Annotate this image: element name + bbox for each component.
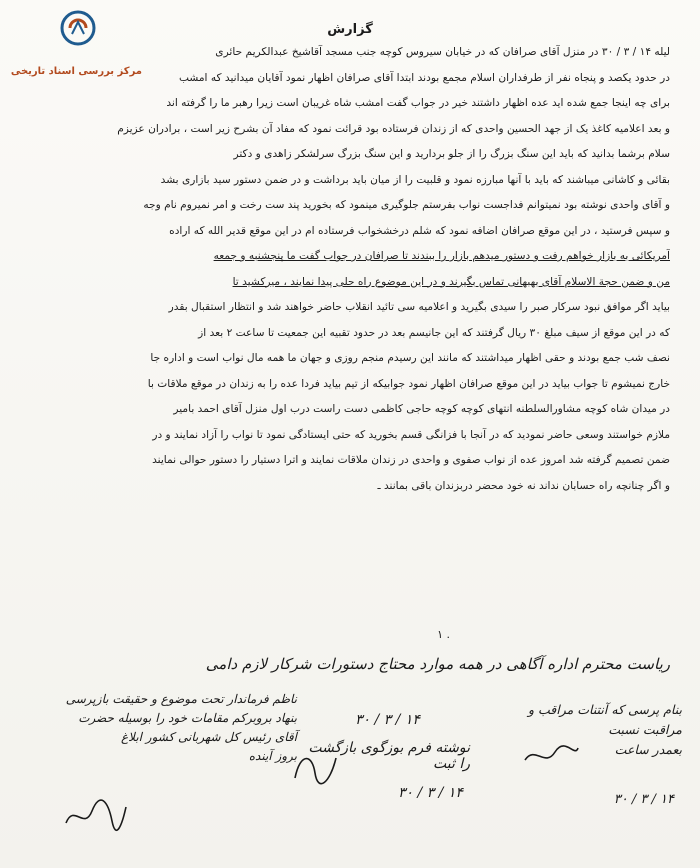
report-line: و آقای واحدی نوشته بود نمیتوانم فداجست نواب بفرستم جلوگیری مینمود که بخورید پند ست رخت و امر نمیروم نام وجه: [143, 199, 670, 211]
report-line: و اگر چنانچه راه حسابان نداند نه خود محضر دربزندان باقی بمانند ـ: [377, 479, 670, 492]
signature-left-icon: [60, 795, 130, 835]
left-note-line: ناظم فرماندار تحت موضوع و حقیقت بازپرسی: [65, 692, 297, 706]
report-line: خارج نمیشوم تا جواب بیاید در این موقع صرافان اظهار نمود جوابیکه از تیم بیاید فردا عده را به زندان در موقع ملاقات با: [147, 377, 670, 390]
report-line: بیاید اگر موافق نبود سرکار صبر را سیدی بگیرید و اعلامیه سی تائید انقلاب حاضر خواهند شد و انتظار استقبال بقدر: [168, 301, 670, 313]
left-note-line: آقای رئیس کل شهربانی کشور ابلاغ: [121, 730, 297, 744]
report-line: و سپس فرستید ، در این موقع صرافان اضافه نمود که شلم درخشخواب فرستاده ام در این موقع قدیر الله که اراده: [169, 224, 670, 237]
report-line: سلام برشما بدانید که باید این سنگ بزرگ را از جلو بردارید و این سنگ بزرگ سرلشکر زاهدی و دکتر: [233, 148, 670, 160]
handwritten-left-note: [42, 690, 297, 766]
page-title: گزارش: [327, 22, 373, 37]
report-line: ضمن تصمیم گرفته شد امروز عده از نواب صفوی و واحدی در زندان ملاقات نمایند و اترا دستیار را دستور حوالی نمایند: [152, 454, 670, 466]
right-note-line: بنام پرسی که آنتنات مراقب و مراقبت نسبت: [527, 702, 682, 737]
report-line: در حدود یکصد و پنجاه نفر از طرفداران اسلام مجمع بودند ابتدا آقای صرافان اظهار نمود آقایان میدانید که امشب: [178, 71, 670, 84]
report-line: که در این موقع از سیف مبلغ ۳۰ ریال گرفتند که این جانیسم بعد در حدود تقبیه این جمعیت تا ساعت ۲ بعد از: [198, 326, 670, 339]
archive-logo-text: مرکز بررسی اسناد تاریخی: [10, 66, 142, 77]
handwritten-middle-date: ۱۴ / ۳ / ۳۰: [398, 785, 463, 801]
report-line: ملازم خواستند وسعی حاضر نمودید که در آنجا با فزانگی قسم بخورید که حتی ایستادگی نمود تا نواب را آزاد نمایند و در: [152, 428, 670, 441]
handwritten-main-date: ۱۴ / ۳ / ۳۰: [355, 712, 420, 728]
report-body: [30, 40, 670, 499]
report-line: نصف شب جمع بودند و حقی اظهار میداشتند که مانند این رسیدم منجم روزی و جهان ما همه مال نواب است و اداره جا: [150, 352, 670, 364]
signature-middle-icon: [290, 748, 340, 788]
handwritten-middle-note: نوشته فرم بوزگوی بازگشت را ثبت: [308, 740, 470, 772]
handwritten-right-date: ۱۴ / ۳ / ۳۰: [613, 792, 674, 807]
footer-mark: ۱ .: [437, 628, 450, 641]
report-line: بقائی و کاشانی میباشند که باید با آنها مبارزه نمود و قلبیت را از میان باید برداشت و در ضمن دستور سید بازاری بشد: [160, 173, 670, 186]
report-line: برای چه اینجا جمع شده اید عده اظهار داشتند خیر در جواب گفت امشب شاه غریبان است زیرا رهبر ما را گرفته اند: [166, 97, 670, 109]
report-line: و بعد اعلامیه کاغذ یک از جهد الحسین واحدی که از زندان فرستاده بود قرائت نمود که مفاد آن بشرح زیر است ، برادران عزیزم: [117, 122, 670, 135]
report-line: در میدان شاه کوچه مشاورالسلطنه انتهای کوچه کوچه حاجی کاظمی دست راست درب اول منزل آقای احمد بامیر: [173, 403, 670, 415]
handwritten-main-note: ریاست محترم اداره آگاهی در همه موارد محتاج دستورات شرکار لازم دامی: [205, 655, 670, 673]
report-line-underlined: آمریکائی به بازار خواهم رفت و دستور میدهم بازار را ببندند تا صرافان در جواب گفت ما پنجشنبه و جمعه: [213, 250, 670, 262]
right-note-line: بعمدر ساعت: [614, 742, 682, 757]
left-note-line: بروز آینده: [248, 749, 297, 763]
report-line-underlined: من و ضمن حجة الاسلام آقای بهبهانی تماس بگیرند و در این موضوع راه حلی پیدا نمایند ، میرکشید تا: [232, 275, 670, 288]
report-line: لیله ۱۴ / ۳ / ۳۰ در منزل آقای صرافان که در خیابان سیروس کوچه جنب مسجد آقاشیخ عبدالکریم حائری: [215, 46, 670, 58]
left-note-line: بنهاد بروبرکم مقامات خود را بوسیله حضرت: [78, 711, 297, 725]
signature-right-icon: [520, 740, 580, 770]
